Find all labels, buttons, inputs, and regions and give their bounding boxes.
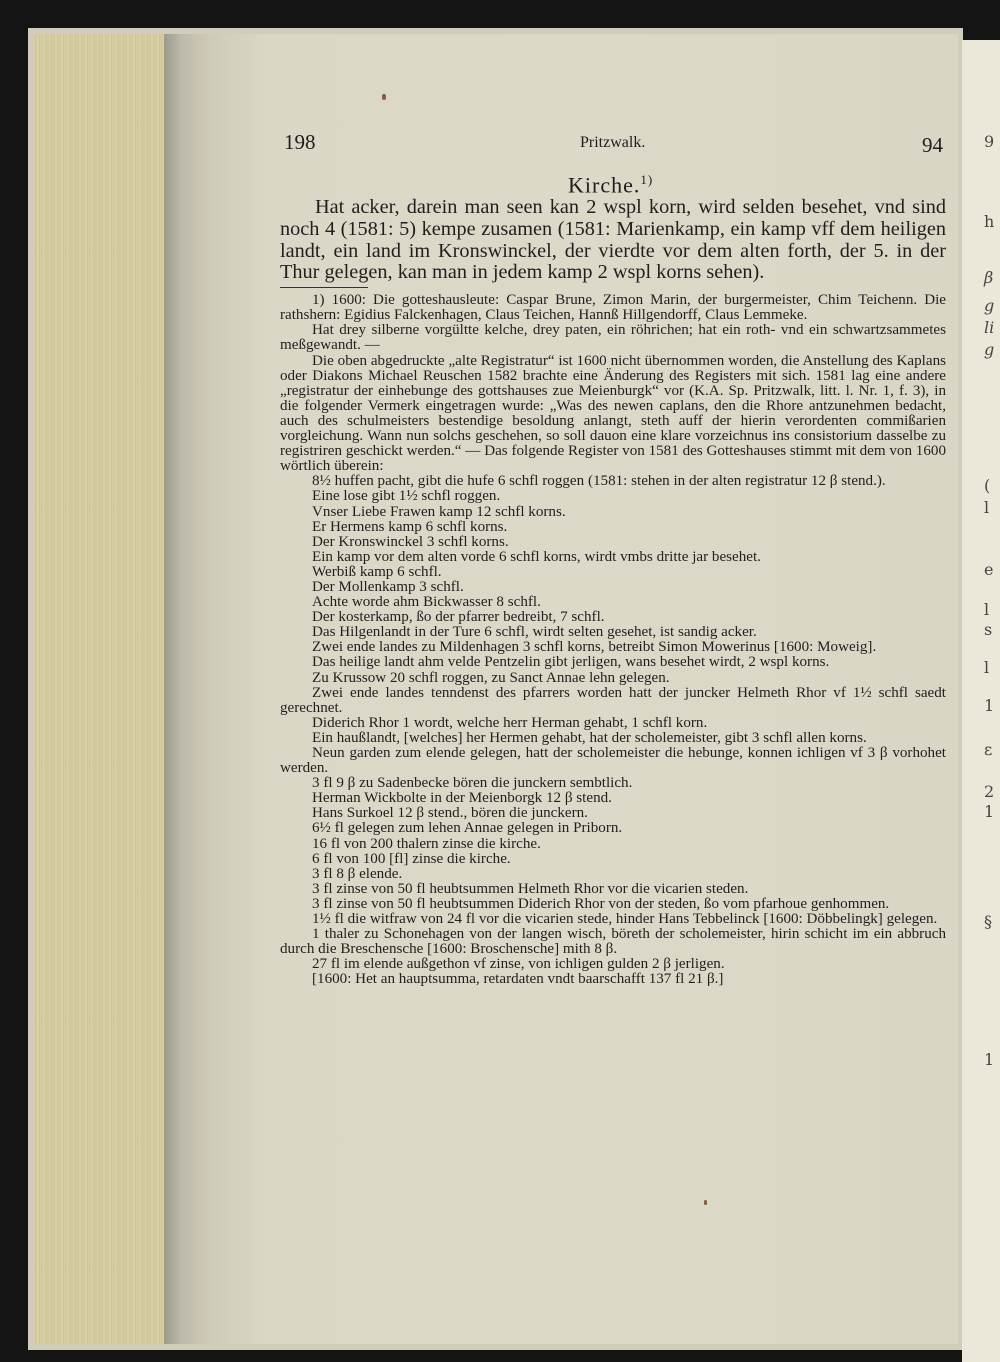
register-entry: 3 fl 9 β zu Sadenbecke bören die junckern sembtlich. — [312, 775, 633, 792]
facing-fragment: li — [984, 318, 995, 337]
register-entry: Ein haußlandt, [welches] her Hermen gehabt, hat der scholemeister, gibt 3 schfl allen korns. — [312, 729, 867, 746]
register-entry: Zwei ende landes tenndenst des pfarrers worden hatt der juncker Helmeth Rhor vf 1½ schfl saedt gerechnet. — [280, 684, 946, 716]
page-edges — [34, 34, 164, 1344]
page-number-left: 198 — [284, 130, 316, 154]
register-entry: 8½ huffen pacht, gibt die hufe 6 schfl roggen (1581: stehen in der alten registratur 12 β stend.). — [312, 473, 886, 490]
facing-fragment: 1 — [984, 1050, 995, 1069]
register-entry: Herman Wickbolte in der Meienborgk 12 β stend. — [312, 790, 612, 807]
book-gutter — [164, 34, 206, 1344]
facing-fragment: 2 — [984, 782, 995, 801]
register-entry: Zu Krussow 20 schfl roggen, zu Sanct Annae lehn gelegen. — [312, 669, 670, 686]
footnote-rule — [280, 287, 368, 288]
facing-fragment: l — [984, 600, 990, 619]
ink-spot — [704, 1200, 707, 1205]
register-entry: Der Kronswinckel 3 schfl korns. — [312, 533, 509, 550]
register-entry: Werbiß kamp 6 schfl. — [312, 563, 442, 580]
register-entry: 3 fl zinse von 50 fl heubtsummen Diderich Rhor von der steden, ßo vom pfarhoue genhommen. — [312, 895, 890, 912]
page-number-right: 94 — [922, 133, 943, 157]
heading-text: Kirche. — [568, 172, 641, 198]
register-entry: Er Hermens kamp 6 schfl korns. — [312, 518, 508, 535]
footnote-kelche: Hat drey silberne vorgültte kelche, drey paten, ein röhrichen; hat ein roth- vnd ein schwartzsammetes meßgewandt. — — [280, 322, 946, 354]
register-entry: Diderich Rhor 1 wordt, welche herr Herman gehabt, 1 schfl korn. — [312, 714, 708, 731]
section-heading — [568, 172, 653, 198]
facing-fragment: β — [984, 268, 994, 287]
facing-fragment: h — [984, 212, 995, 231]
facing-fragment: g — [984, 340, 995, 359]
register-entry: Das heilige landt ahm velde Pentzelin gibt jerligen, wans besehet wirdt, 2 wspl korns. — [312, 654, 830, 671]
register-entry: Neun garden zum elende gelegen, hatt der scholemeister die hebunge, konnen ichligen vf 3 β vorhohet werden. — [280, 745, 946, 777]
facing-fragment: § — [984, 912, 992, 931]
register-entry: 3 fl 8 β elende. — [312, 865, 403, 882]
register-entry: Ein kamp vor dem alten vorde 6 schfl korns, wirdt vmbs dritte jar besehet. — [312, 548, 761, 565]
facing-fragment: l — [984, 498, 990, 517]
register-entry: 27 fl im elende außgethon vf zinse, von ichligen gulden 2 β jerligen. — [312, 956, 725, 973]
footnote-mark: 1) — [640, 172, 654, 187]
footnote-registratur: Die oben abgedruckte „alte Registratur“ ist 1600 nicht übernommen worden, die Anstellung des Kaplans oder Diakons Michael Reuschen 1582 brachte eine Änderung des Registers mit sich. 1581 lag eine andere „registratur der einhebunge des gottshauses zue Meienburgk“ vor (K.A. Sp. Pritzwalk, litt. l. Nr. 1, f. 3), in die folgender Vermerk eingetragen wurde: „Was des newen caplans, den die Rhore antzunehmen bedacht, auch des schulmeisters bestendige besoldung anlangt, steth auff der hierin verordenten commißarien vorgleichung. Wann nun solchs geschehen, so soll dauon eine klare vorzeichnus ins consistorium dasselbe zu registriren geschickt werden.“ — Das folgende Register von 1581 des Gotteshauses stimmt mit dem von 1600 wörtlich überein: — [280, 352, 946, 475]
register-entry: Der kosterkamp, ßo der pfarrer bedreibt, 7 schfl. — [312, 609, 605, 626]
facing-fragment: 9 — [984, 132, 995, 151]
text-body — [280, 197, 946, 988]
facing-fragment: e — [984, 560, 994, 579]
register-entry: 16 fl von 200 thalern zinse die kirche. — [312, 835, 541, 852]
register-entry: Vnser Liebe Frawen kamp 12 schfl korns. — [312, 503, 566, 520]
facing-fragment: g — [984, 296, 995, 315]
facing-page-strip — [962, 40, 1000, 1362]
facing-fragment: 1 — [984, 802, 995, 821]
facing-fragment: ( — [984, 476, 991, 495]
footnote-intro: 1) 1600: Die gotteshausleute: Caspar Brune, Zimon Marin, der burgermeister, Chim Teichenn. Die rathshern: Egidius Falckenhagen, Claus Teichen, Hannß Hillgendorff, Claus Lemmeke. — [280, 292, 946, 324]
register-entry: Hans Surkoel 12 β stend., bören die junckern. — [312, 805, 588, 822]
register-entry: 1½ fl die witfraw von 24 fl vor die vicarien stede, hinder Hans Tebbelinck [1600: Döbbelingk] gelegen. — [312, 911, 938, 928]
register-entry: Das Hilgenlandt in der Ture 6 schfl, wirdt selten gesehet, ist sandig acker. — [312, 624, 757, 641]
register-entry: Zwei ende landes zu Mildenhagen 3 schfl korns, betreibt Simon Mowerinus [1600: Moweig]. — [312, 639, 877, 656]
register-entry: 6 fl von 100 [fl] zinse die kirche. — [312, 850, 511, 867]
register-entry: 3 fl zinse von 50 fl heubtsummen Helmeth Rhor vor die vicarien steden. — [312, 880, 749, 897]
facing-fragment: 1 — [984, 696, 995, 715]
register-entry: 1 thaler zu Schonehagen von der langen wisch, böreth der scholemeister, hirin schicht im ein abbruch durch die Breschensche [1600: Broschensche] mith 8 β. — [280, 926, 946, 958]
facing-fragment: l — [984, 658, 990, 677]
register-entries — [280, 474, 946, 987]
ink-spot — [382, 94, 386, 100]
register-entry: Achte worde ahm Bickwasser 8 schfl. — [312, 594, 541, 611]
running-title: Pritzwalk. — [580, 134, 646, 151]
register-entry: [1600: Het an hauptsumma, retardaten vndt baarschafft 137 fl 21 β.] — [312, 971, 724, 988]
register-entry: Eine lose gibt 1½ schfl roggen. — [312, 488, 501, 505]
main-paragraph: Hat acker, darein man seen kan 2 wspl korn, wird selden besehet, vnd sind noch 4 (1581: 5) kempe zusamen (1581: Marienkamp, ein kamp vff dem heiligen landt, ein land im Kronswinckel, der vierdte vor dem alten forth, der 5. in der Thur gelegen, kan man in jedem kamp 2 wspl korns sehen). — [280, 196, 946, 284]
register-entry: Der Mollenkamp 3 schfl. — [312, 578, 464, 595]
facing-fragment: s — [984, 620, 993, 639]
register-entry: 6½ fl gelegen zum lehen Annae gelegen in Priborn. — [312, 820, 623, 837]
facing-fragment: ε — [984, 740, 993, 759]
